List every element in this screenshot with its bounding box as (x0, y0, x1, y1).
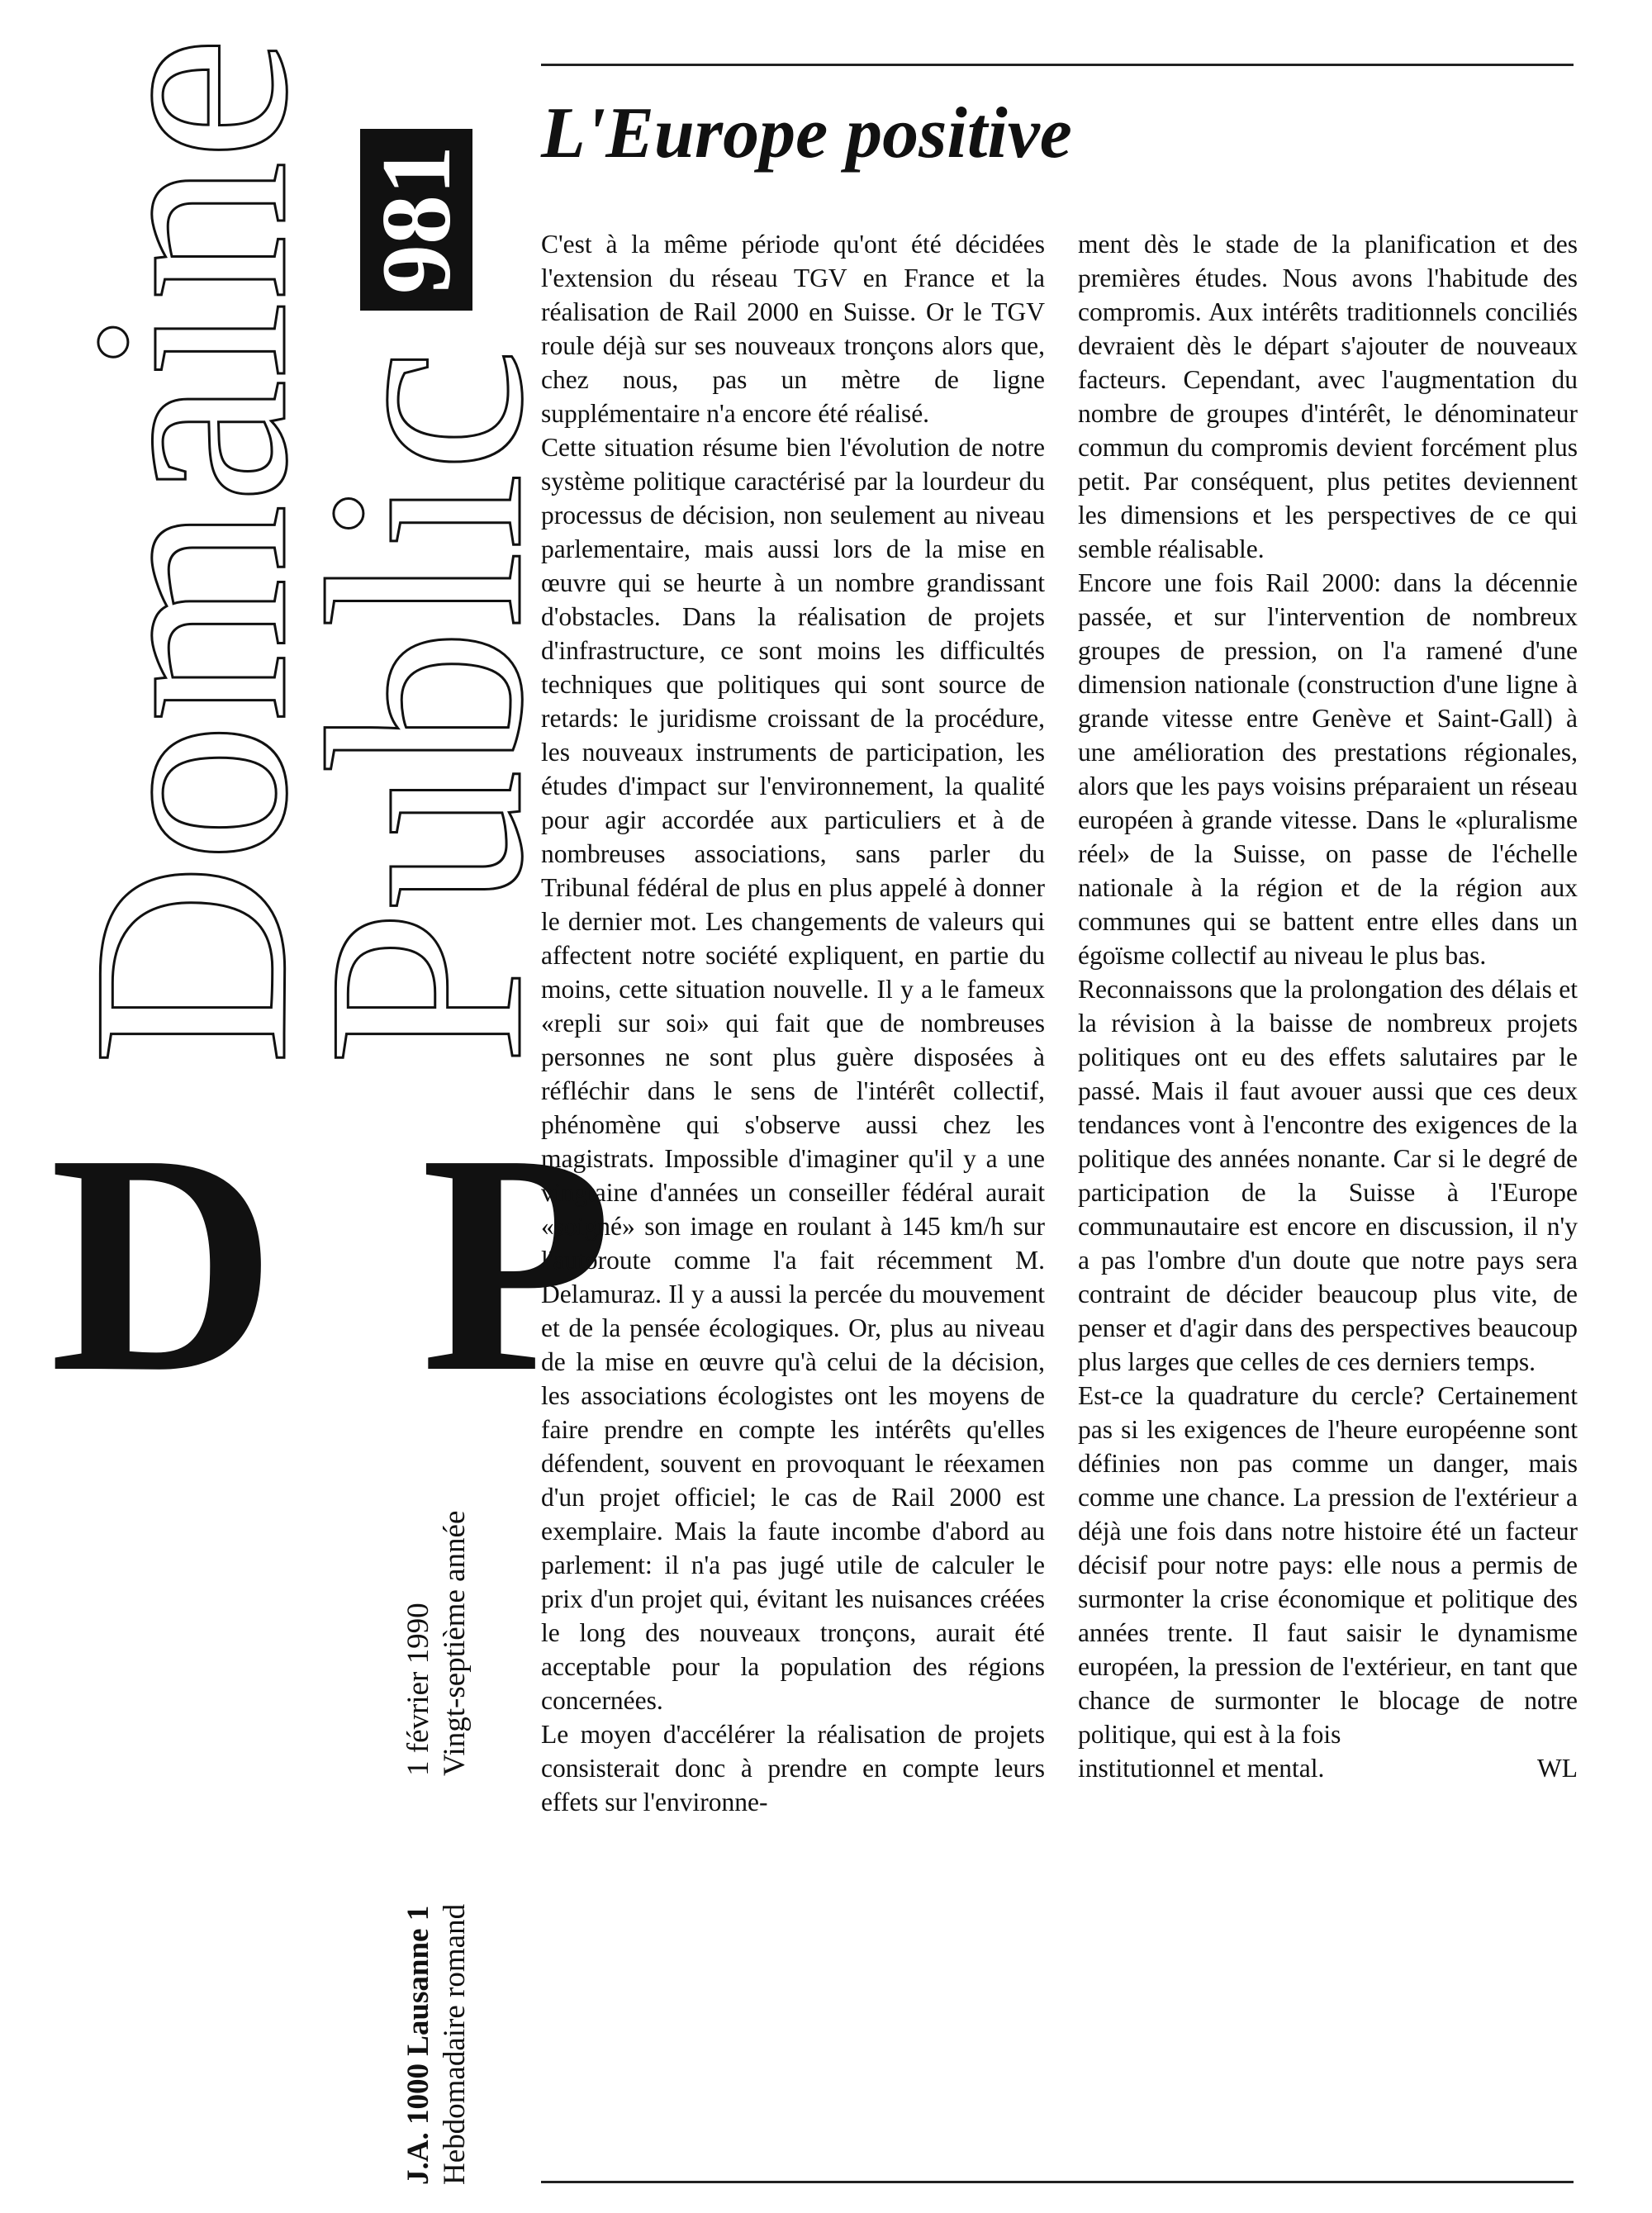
postal-info: J.A. 1000 Lausanne 1 (401, 1905, 435, 2185)
paragraph: Est-ce la quadrature du cercle? Certainement pas si les exigences de l'heure européenne sont définies non pas comme un danger, mais comme une chance. La pression de l'extérieur a déjà une fois dans notre histoire été un facteur décisif pour notre pays: elle nous a permis de surmonter la crise économique et politique des années trente. Il faut saisir le dynamisme européen, la pression de l'extérieur, en tant que chance de surmonter le blocage de notre politique, qui est à la fois (1078, 1381, 1578, 1749)
paragraph: Le moyen d'accélérer la réalisation de projets consisterait donc à prendre en compte leurs effets sur l'environne- (541, 1720, 1045, 1816)
article-column-1 (541, 227, 1045, 2164)
article-headline: L'Europe positive (541, 93, 1072, 173)
dp-logo: D P (50, 1090, 646, 1437)
paragraph: ment dès le stade de la planification et des premières études. Nous avons l'habitude des compromis. Aux intérêts traditionnels conciliés devraient dès le départ s'ajouter de nouveaux facteurs. Cependant, avec l'augmentation du nombre de groupes d'intérêt, le dénominateur commun du compromis devient forcément plus petit. Par conséquent, plus petites deviennent les dimensions et les perspectives de ce qui semble réalisable. (1078, 230, 1578, 563)
article-closing (1078, 1751, 1578, 1785)
top-rule (541, 64, 1574, 66)
paragraph: Encore une fois Rail 2000: dans la décennie passée, et sur l'intervention de nombreux groupes de pression, on l'a ramené d'une dimension nationale (construction d'une ligne à grande vitesse entre Genève et Saint-Gall) à une amélioration des prestations régionales, alors que les pays voisins préparaient un réseau européen à grande vitesse. Dans le «pluralisme réel» de la Suisse, on passe de l'échelle nationale à la région et de la région aux communes qui se battent entre elles dans un égoïsme collectif au niveau le plus bas. (1078, 568, 1578, 970)
issue-date: 1 février 1990 (401, 1603, 435, 1776)
issue-number: 981 (360, 129, 472, 311)
author-signature: WL (1537, 1754, 1578, 1783)
paragraph: C'est à la même période qu'ont été décidées l'extension du réseau TGV en France et la réalisation de Rail 2000 en Suisse. Or le TGV roule déjà sur ses nouveaux tronçons alors que, chez nous, pas un mètre de ligne supplémentaire n'a encore été réalisé. (541, 230, 1045, 428)
publication-year: Vingt-septième année (438, 1510, 472, 1776)
frequency-info: Hebdomadaire romand (438, 1903, 472, 2185)
paragraph: Cette situation résume bien l'évolution de notre système politique caractérisé par la lourdeur du processus de décision, non seulement au niveau parlementaire, mais aussi lors de la mise en œuvre qui se heurte à un nombre grandissant d'obstacles. Dans la réalisation de projets d'infrastructure, ce sont moins les difficultés techniques que politiques qui sont source de retards: le juridisme croissant de la procédure, les nouveaux instruments de participation, les études d'impact sur l'environnement, la qualité pour agir accordée aux particuliers et à de nombreuses associations, sans parler du Tribunal fédéral de plus en plus appelé à donner le dernier mot. Les changements de valeurs qui affectent notre société expliquent, en partie du moins, cette situation nouvelle. Il y a le fameux «repli sur soi» qui fait que de nombreuses personnes ne sont plus guère disposées à réfléchir dans le sens de l'intérêt collectif, phénomène qui s'observe aussi chez les magistrats. Impossible d'imaginer qu'il y a une vingtaine d'années un conseiller fédéral aurait «soigné» son image en roulant à 145 km/h sur l'autoroute comme l'a fait récemment M. Delamuraz. Il y a aussi la percée du mouvement et de la pensée écologiques. Or, plus au niveau de la mise en œuvre qu'à celui de la décision, les associations écologistes ont les moyens de faire prendre en compte les intérêts qu'elles défendent, souvent en provoquant le réexamen d'un projet officiel; le cas de Rail 2000 est exemplaire. Mais la faute incombe d'abord au parlement: il n'a pas jugé utile de calculer le prix d'un projet qui, évitant les nuisances créées le long des nouveaux tronçons, aurait été acceptable pour la population des régions concernées. (541, 433, 1045, 1715)
paragraph: Reconnaissons que la prolongation des délais et la révision à la baisse de nombreux projets politiques ont eu des effets salutaires par le passé. Mais il faut avouer aussi que ces deux tendances vont à l'encontre des exigences de la politique des années nonante. Car si le degré de participation de la Suisse à l'Europe communautaire est encore en discussion, il n'y a pas l'ombre d'un doute que notre pays sera contraint de décider beaucoup plus vite, de penser et d'agir dans des perspectives beaucoup plus larges que celles de ces derniers temps. (1078, 975, 1578, 1376)
bottom-rule (541, 2181, 1574, 2183)
masthead-title-domaine: Domaine (34, 36, 345, 1066)
article-column-2 (1078, 227, 1578, 2164)
closing-line: institutionnel et mental. (1078, 1754, 1325, 1783)
masthead-title-public: Public (269, 348, 581, 1066)
